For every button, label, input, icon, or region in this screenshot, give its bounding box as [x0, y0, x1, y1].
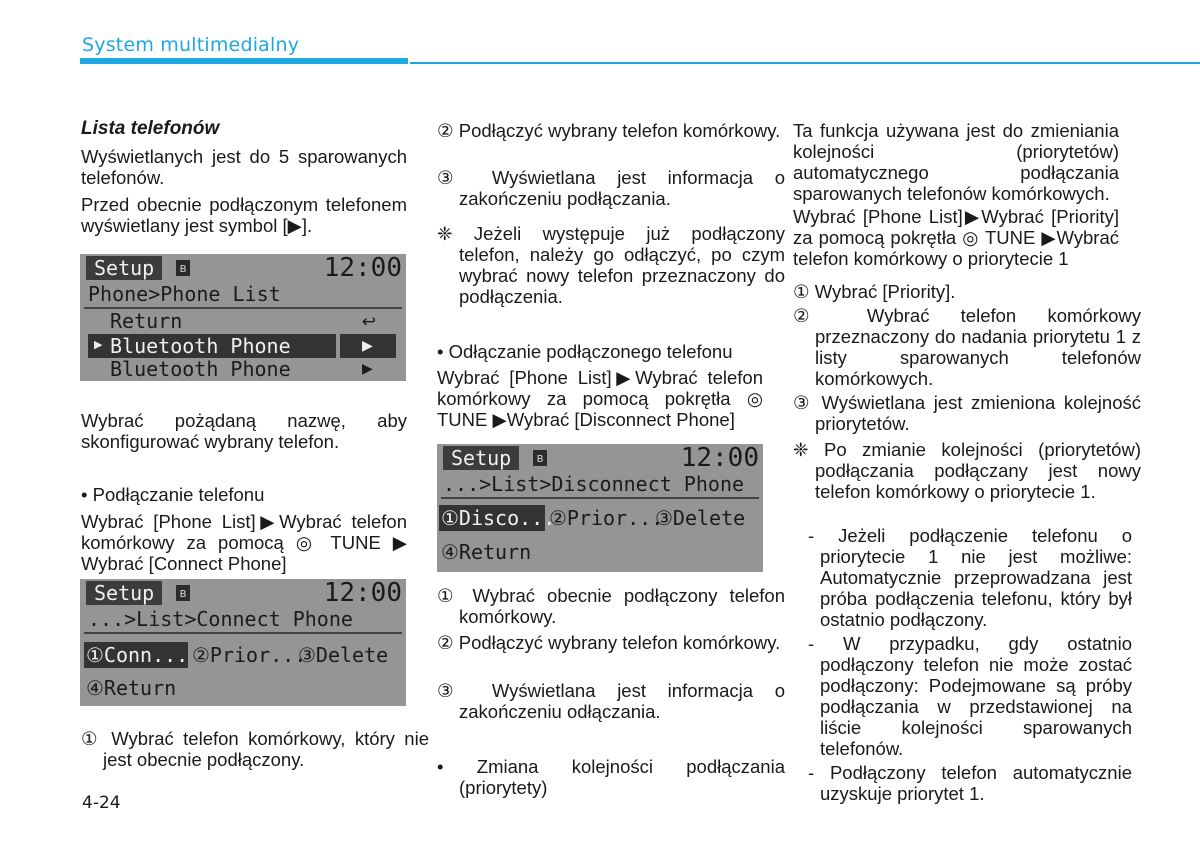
- bluetooth-icon: ʙ: [176, 585, 190, 601]
- option-connect[interactable]: ①Conn...: [86, 643, 189, 667]
- clock: 12:00: [323, 254, 402, 283]
- divider: [84, 632, 402, 634]
- step-item: ① Wybrać [Priority].: [793, 281, 956, 302]
- clock: 12:00: [323, 579, 402, 608]
- menu-path: ...>List>Connect Phone: [88, 607, 353, 631]
- bullet-heading: • Odłączanie podłączonego telefonu: [437, 341, 733, 362]
- page-header-title: System multimedialny: [82, 34, 300, 56]
- divider: [441, 497, 759, 499]
- option-return[interactable]: ④Return: [441, 540, 532, 564]
- menu-item-bluetooth-phone[interactable]: Bluetooth Phone: [110, 334, 291, 358]
- setup-label: Setup: [86, 581, 162, 605]
- step-item: ② Podłączyć wybrany telefon komórkowy.: [437, 632, 781, 653]
- dash-item: - Jeżeli podłączenie telefonu o priorytecie 1 nie jest możliwe: Automatycznie przeprowadzana jest próba podłączenia telefonu, który był ostatnio podłączony.: [808, 525, 1132, 630]
- paragraph: Wyświetlanych jest do 5 sparowanych telefonów.: [81, 146, 407, 188]
- step-item: ① Wybrać obecnie podłączony telefon komórkowy.: [437, 585, 785, 627]
- page-number: 4-24: [82, 793, 121, 813]
- option-return[interactable]: ④Return: [86, 676, 177, 700]
- step-item: ③ Wyświetlana jest zmieniona kolejność priorytetów.: [793, 392, 1141, 434]
- dash-item: - W przypadku, gdy ostatnio podłączony telefon nie może zostać podłączony: Podejmowane są próby podłączania w przedstawionej na liście kolejności sparowanych telefonów.: [808, 633, 1132, 759]
- note: ❈ Po zmianie kolejności (priorytetów) podłączania podłączany jest nowy telefon komórkowy o priorytecie 1.: [793, 439, 1141, 502]
- paragraph: Przed obecnie podłączonym telefonem wyświetlany jest symbol [▶].: [81, 194, 407, 236]
- display-screen-phone-list: [80, 254, 406, 381]
- option-delete[interactable]: ③Delete: [655, 506, 746, 530]
- paragraph: Ta funkcja używana jest do zmieniania kolejności (priorytetów) automatycznego podłączania sparowanych telefonów komórkowych.: [793, 120, 1119, 204]
- display-screen-disconnect-phone: [437, 444, 763, 572]
- display-screen-connect-phone: [80, 579, 406, 706]
- paragraph: Wybrać [Phone List]▶Wybrać telefon komórkowy za pomocą ◎ TUNE ▶ Wybrać [Connect Phone]: [81, 511, 407, 574]
- menu-path: ...>List>Disconnect Phone: [443, 472, 745, 496]
- chevron-right-icon: ▶: [362, 361, 373, 377]
- bluetooth-icon: ʙ: [176, 260, 190, 276]
- dash-item: - Podłączony telefon automatycznie uzyskuje priorytet 1.: [808, 762, 1132, 804]
- step-item: ③ Wyświetlana jest informacja o zakończeniu odłączania.: [437, 680, 785, 722]
- bullet-heading: • Podłączanie telefonu: [81, 484, 265, 505]
- option-disconnect[interactable]: ①Disco...: [441, 506, 556, 530]
- return-icon: ↩: [361, 312, 376, 332]
- menu-item-bluetooth-phone[interactable]: Bluetooth Phone: [110, 357, 291, 381]
- section-heading: Lista telefonów: [81, 118, 220, 139]
- header-rule-thick: [80, 58, 408, 64]
- setup-label: Setup: [86, 256, 162, 280]
- clock: 12:00: [680, 444, 759, 473]
- current-phone-marker-icon: ▶: [94, 338, 103, 351]
- setup-label: Setup: [443, 446, 519, 470]
- step-item: ② Wybrać telefon komórkowy przeznaczony do nadania priorytetu 1 z listy sparowanych telefonów komórkowych.: [793, 305, 1141, 389]
- note: ❈ Jeżeli występuje już podłączony telefon, należy go odłączyć, po czym wybrać nowy telefon przeznaczony do podłączenia.: [437, 223, 785, 307]
- step-item: ③ Wyświetlana jest informacja o zakończeniu podłączania.: [437, 167, 785, 209]
- chevron-right-icon: ▶: [362, 338, 373, 354]
- menu-path: Phone>Phone List: [88, 282, 281, 306]
- step-item: ② Podłączyć wybrany telefon komórkowy.: [437, 120, 781, 141]
- option-priority[interactable]: ②Prior...: [192, 643, 307, 667]
- bullet-heading: • Zmiana kolejności podłączania (priorytety): [437, 756, 785, 798]
- paragraph: Wybrać [Phone List]▶Wybrać [Priority] za pomocą pokrętła ◎ TUNE ▶Wybrać telefon komórkowy o priorytecie 1: [793, 206, 1119, 269]
- menu-item-return[interactable]: Return: [110, 309, 183, 333]
- paragraph: Wybrać [Phone List]▶Wybrać telefon komórkowy za pomocą pokrętła ◎ TUNE ▶Wybrać [Disconnect Phone]: [437, 367, 763, 430]
- option-priority[interactable]: ②Prior...: [549, 506, 664, 530]
- bluetooth-icon: ʙ: [533, 450, 547, 466]
- option-delete[interactable]: ③Delete: [298, 643, 389, 667]
- paragraph: Wybrać pożądaną nazwę, aby skonfigurować wybrany telefon.: [81, 410, 407, 452]
- header-rule-thin: [410, 62, 1200, 64]
- step-item: ① Wybrać telefon komórkowy, który nie jest obecnie podłączony.: [81, 728, 429, 770]
